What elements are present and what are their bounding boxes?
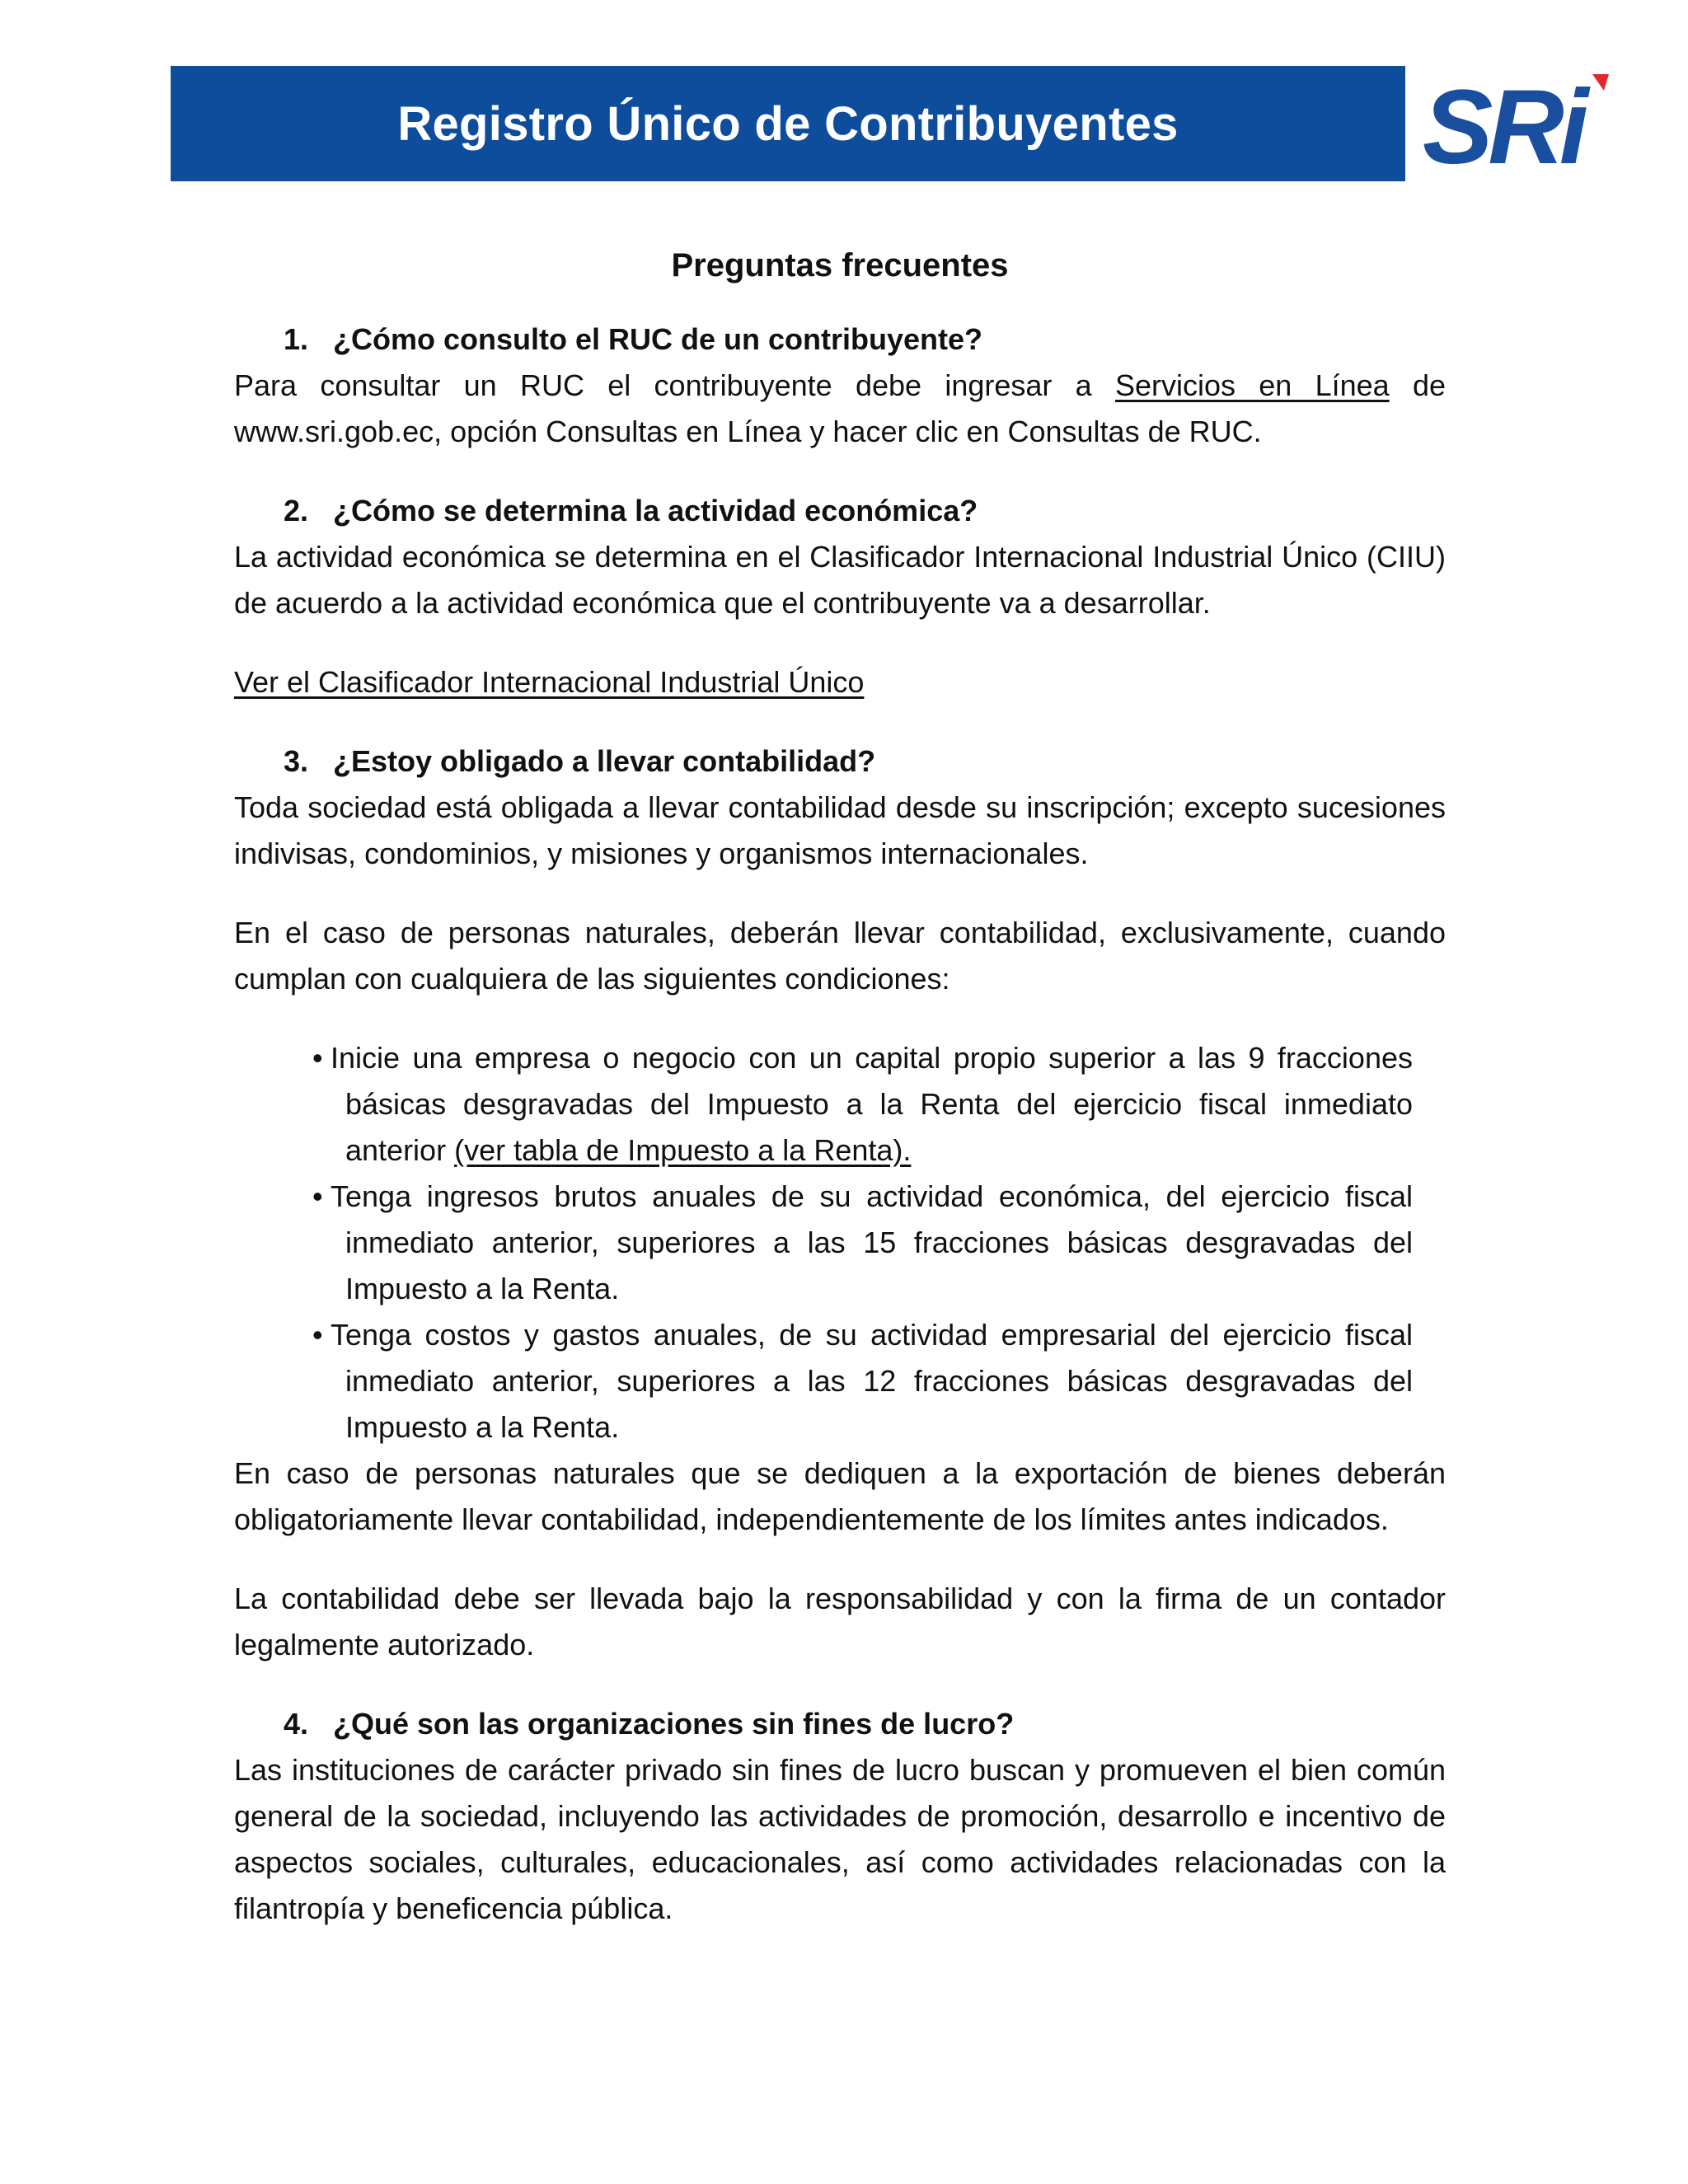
sri-logo bbox=[1418, 66, 1615, 181]
answer-3-para-1: Toda sociedad está obligada a llevar contabilidad desde su inscripción; excepto sucesiones indivisas, condominios, y misiones y organismos internacionales. bbox=[234, 790, 1446, 870]
logo-accent-icon bbox=[1592, 74, 1609, 91]
header-bar bbox=[171, 66, 1405, 181]
list-item: • Tenga costos y gastos anuales, de su actividad empresarial del ejercicio fiscal inmediato anterior, superiores a las 12 fracciones básicas desgravadas del Impuesto a la Renta. bbox=[312, 1312, 1413, 1451]
bullet-icon: • bbox=[312, 1041, 323, 1075]
question-1: 1. ¿Cómo consulto el RUC de un contribuyente? bbox=[284, 322, 983, 356]
ciiu-link[interactable]: Ver el Clasificador Internacional Industrial Único bbox=[234, 665, 865, 699]
answer-4: Las instituciones de carácter privado sin fines de lucro buscan y promueven el bien común general de la sociedad, incluyendo las actividades de promoción, desarrollo e incentivo de aspectos sociales, culturales, educacionales, así como actividades relacionadas con la filantropía y beneficencia pública. bbox=[234, 1753, 1446, 1925]
ciiu-link-paragraph bbox=[234, 659, 1446, 705]
bullet-icon: • bbox=[312, 1318, 323, 1352]
svg-text:SRi: SRi bbox=[1423, 68, 1584, 181]
faq-content bbox=[234, 239, 1446, 1932]
question-4: 4. ¿Qué son las organizaciones sin fines de lucro? bbox=[284, 1707, 1015, 1741]
answer-3-para-2: En el caso de personas naturales, deberán llevar contabilidad, exclusivamente, cuando cumplan con cualquiera de las siguientes condiciones: bbox=[234, 916, 1446, 996]
list-item: • Inicie una empresa o negocio con un capital propio superior a las 9 fracciones básicas desgravadas del Impuesto a la Renta del ejercicio fiscal inmediato anterior (ver tabla de Impuesto a la Renta). bbox=[312, 1035, 1413, 1174]
bullet-icon: • bbox=[312, 1179, 323, 1213]
answer-3-para-4: La contabilidad debe ser llevada bajo la responsabilidad y con la firma de un contador legalmente autorizado. bbox=[234, 1582, 1446, 1661]
question-2: 2. ¿Cómo se determina la actividad económica? bbox=[284, 494, 978, 527]
answer-2: La actividad económica se determina en el Clasificador Internacional Industrial Único (CIIU) de acuerdo a la actividad económica que el contribuyente va a desarrollar. bbox=[234, 540, 1446, 620]
tabla-impuesto-renta-link[interactable]: (ver tabla de Impuesto a la Renta). bbox=[454, 1133, 912, 1167]
servicios-en-linea-link[interactable]: Servicios en Línea bbox=[1114, 368, 1390, 402]
question-3: 3. ¿Estoy obligado a llevar contabilidad? bbox=[284, 744, 876, 778]
answer-1: Para consultar un RUC el contribuyente debe ingresar a Servicios en Línea de www.sri.gob.ec, opción Consultas en Línea y hacer clic en Consultas de RUC. bbox=[234, 368, 1446, 448]
header-title: Registro Único de Contribuyentes bbox=[397, 96, 1179, 151]
list-item: • Tenga ingresos brutos anuales de su actividad económica, del ejercicio fiscal inmediato anterior, superiores a las 15 fracciones básicas desgravadas del Impuesto a la Renta. bbox=[312, 1174, 1413, 1312]
page-title: Preguntas frecuentes bbox=[671, 247, 1009, 284]
conditions-list bbox=[234, 1035, 1446, 1451]
answer-3-para-3: En caso de personas naturales que se dediquen a la exportación de bienes deberán obligatoriamente llevar contabilidad, independientemente de los límites antes indicados. bbox=[234, 1456, 1446, 1536]
